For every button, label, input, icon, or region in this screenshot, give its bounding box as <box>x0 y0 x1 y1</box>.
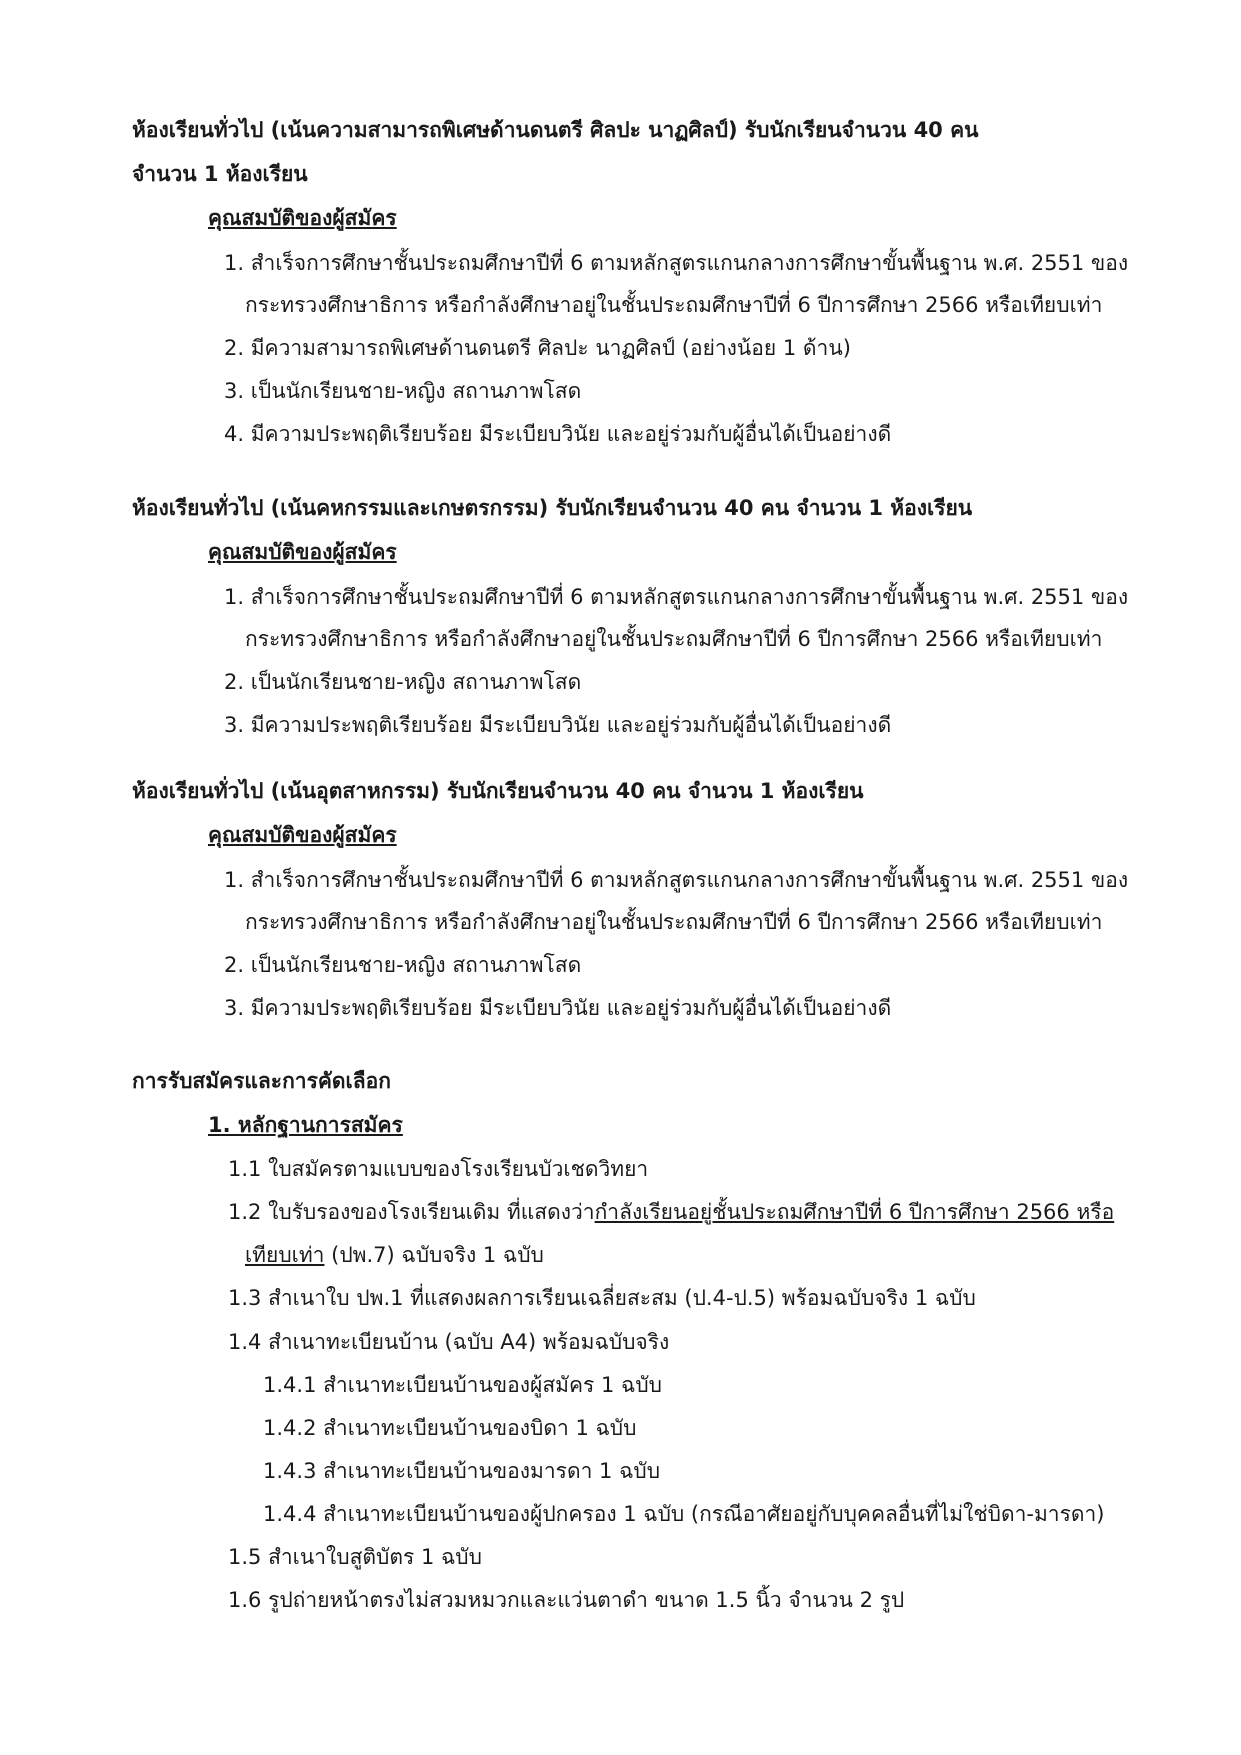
section-1-title-line2: จำนวน 1 ห้องเรียน <box>132 162 308 186</box>
application-item-1-2-tail: (ปพ.7) ฉบับจริง 1 ฉบับ <box>324 1243 544 1267</box>
application-item-1-4-4: 1.4.4 สำเนาทะเบียนบ้านของผู้ปกครอง 1 ฉบับ (กรณีอาศัยอยู่กับบุคคลอื่นที่ไม่ใช่บิดา-มารดา) <box>263 1502 1105 1526</box>
section-3-item-2: 2. เป็นนักเรียนชาย-หญิง สถานภาพโสด <box>224 953 582 977</box>
application-item-1-4-2: 1.4.2 สำเนาทะเบียนบ้านของบิดา 1 ฉบับ <box>263 1416 637 1440</box>
section-1-item-3: 3. เป็นนักเรียนชาย-หญิง สถานภาพโสด <box>224 379 582 403</box>
application-item-1-2-underlined: กำลังเรียนอยู่ชั้นประถมศึกษาปีที่ 6 ปีการศึกษา 2566 หรือ <box>594 1200 1115 1224</box>
section-2-item-1: 1. สำเร็จการศึกษาชั้นประถมศึกษาปีที่ 6 ตามหลักสูตรแกนกลางการศึกษาขั้นพื้นฐาน พ.ศ. 2551 ของ <box>224 585 1129 609</box>
application-title: การรับสมัครและการคัดเลือก <box>132 1069 391 1093</box>
section-1-item-1-cont: กระทรวงศึกษาธิการ หรือกำลังศึกษาอยู่ในชั้นประถมศึกษาปีที่ 6 ปีการศึกษา 2566 หรือเทียบเท่า <box>245 293 1103 317</box>
section-1-title-line1: ห้องเรียนทั่วไป (เน้นความสามารถพิเศษด้านดนตรี ศิลปะ นาฏศิลป์) รับนักเรียนจำนวน 40 คน <box>132 118 979 142</box>
application-item-1-2-text: 1.2 ใบรับรองของโรงเรียนเดิม ที่แสดงว่า <box>228 1200 595 1224</box>
section-2-item-2: 2. เป็นนักเรียนชาย-หญิง สถานภาพโสด <box>224 670 582 694</box>
application-item-1-2-underlined-cont: เทียบเท่า <box>245 1243 325 1267</box>
application-item-1-4-3: 1.4.3 สำเนาทะเบียนบ้านของมารดา 1 ฉบับ <box>263 1459 661 1483</box>
section-2-subtitle: คุณสมบัติของผู้สมัคร <box>208 540 397 564</box>
application-item-1-2 <box>228 1198 1114 1226</box>
section-3-title: ห้องเรียนทั่วไป (เน้นอุตสาหกรรม) รับนักเรียนจำนวน 40 คน จำนวน 1 ห้องเรียน <box>132 779 864 803</box>
section-1-subtitle: คุณสมบัติของผู้สมัคร <box>208 206 397 230</box>
application-item-1-3: 1.3 สำเนาใบ ปพ.1 ที่แสดงผลการเรียนเฉลี่ยสะสม (ป.4-ป.5) พร้อมฉบับจริง 1 ฉบับ <box>228 1286 976 1310</box>
section-1-item-1: 1. สำเร็จการศึกษาชั้นประถมศึกษาปีที่ 6 ตามหลักสูตรแกนกลางการศึกษาขั้นพื้นฐาน พ.ศ. 2551 ของ <box>224 251 1129 275</box>
application-item-1-1: 1.1 ใบสมัครตามแบบของโรงเรียนบัวเชดวิทยา <box>228 1157 649 1181</box>
section-3-item-1: 1. สำเร็จการศึกษาชั้นประถมศึกษาปีที่ 6 ตามหลักสูตรแกนกลางการศึกษาขั้นพื้นฐาน พ.ศ. 2551 ของ <box>224 868 1129 892</box>
application-item-1-5: 1.5 สำเนาใบสูติบัตร 1 ฉบับ <box>228 1545 482 1569</box>
section-3-subtitle: คุณสมบัติของผู้สมัคร <box>208 823 397 847</box>
application-item-1-2-cont <box>245 1241 544 1269</box>
application-subtitle: 1. หลักฐานการสมัคร <box>208 1113 403 1137</box>
section-2-item-3: 3. มีความประพฤติเรียบร้อย มีระเบียบวินัย และอยู่ร่วมกับผู้อื่นได้เป็นอย่างดี <box>224 713 892 737</box>
section-1-item-2: 2. มีความสามารถพิเศษด้านดนตรี ศิลปะ นาฏศิลป์ (อย่างน้อย 1 ด้าน) <box>224 336 851 360</box>
section-3-item-3: 3. มีความประพฤติเรียบร้อย มีระเบียบวินัย และอยู่ร่วมกับผู้อื่นได้เป็นอย่างดี <box>224 996 892 1020</box>
section-3-item-1-cont: กระทรวงศึกษาธิการ หรือกำลังศึกษาอยู่ในชั้นประถมศึกษาปีที่ 6 ปีการศึกษา 2566 หรือเทียบเท่า <box>245 910 1103 934</box>
section-2-item-1-cont: กระทรวงศึกษาธิการ หรือกำลังศึกษาอยู่ในชั้นประถมศึกษาปีที่ 6 ปีการศึกษา 2566 หรือเทียบเท่า <box>245 627 1103 651</box>
application-item-1-4: 1.4 สำเนาทะเบียนบ้าน (ฉบับ A4) พร้อมฉบับจริง <box>228 1330 670 1354</box>
section-2-title: ห้องเรียนทั่วไป (เน้นคหกรรมและเกษตรกรรม) รับนักเรียนจำนวน 40 คน จำนวน 1 ห้องเรียน <box>132 496 973 520</box>
application-item-1-6: 1.6 รูปถ่ายหน้าตรงไม่สวมหมวกและแว่นตาดำ ขนาด 1.5 นิ้ว จำนวน 2 รูป <box>228 1588 905 1612</box>
application-item-1-4-1: 1.4.1 สำเนาทะเบียนบ้านของผู้สมัคร 1 ฉบับ <box>263 1373 662 1397</box>
section-1-item-4: 4. มีความประพฤติเรียบร้อย มีระเบียบวินัย และอยู่ร่วมกับผู้อื่นได้เป็นอย่างดี <box>224 422 892 446</box>
